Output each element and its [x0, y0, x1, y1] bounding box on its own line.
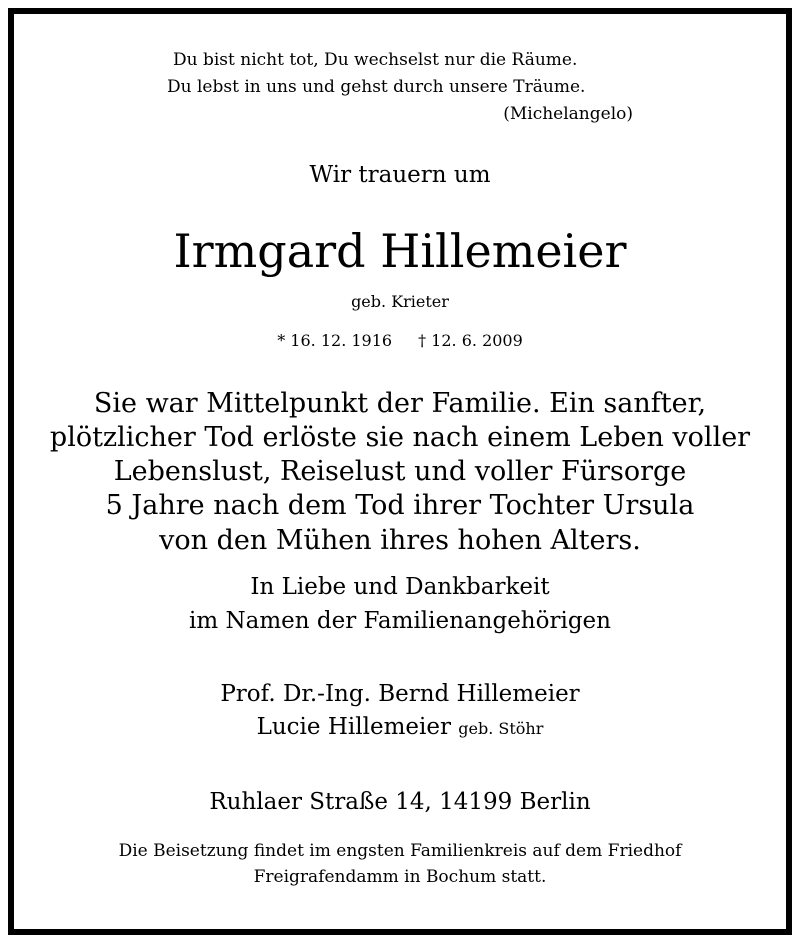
death-date: † 12. 6. 2009 — [418, 331, 523, 350]
intro-text: Wir trauern um — [309, 162, 491, 188]
mourner-2-maiden: geb. Stöhr — [458, 719, 544, 738]
quote-line-1: Du bist nicht tot, Du wechselst nur die Räume. — [173, 50, 578, 70]
address: Ruhlaer Straße 14, 14199 Berlin — [209, 789, 591, 815]
maiden-name: geb. Krieter — [351, 292, 449, 311]
burial-line: Freigrafendamm in Bochum statt. — [253, 867, 547, 887]
burial-line: Die Beisetzung findet im engsten Familienkreis auf dem Friedhof — [118, 841, 682, 861]
deceased-name: Irmgard Hillemeier — [173, 224, 627, 278]
tribute-line: von den Mühen ihres hohen Alters. — [159, 525, 641, 556]
closing-line: im Namen der Familienangehörigen — [189, 608, 611, 634]
closing-line: In Liebe und Dankbarkeit — [250, 574, 550, 600]
mourner-2 — [0, 716, 800, 739]
quote-author: (Michelangelo) — [503, 104, 633, 124]
quote-line-2: Du lebst in uns und gehst durch unsere Träume. — [167, 77, 586, 97]
tribute-line: plötzlicher Tod erlöste sie nach einem Leben voller — [49, 422, 751, 453]
tribute-line: 5 Jahre nach dem Tod ihrer Tochter Ursula — [105, 490, 695, 521]
mourner-1: Prof. Dr.-Ing. Bernd Hillemeier — [220, 681, 580, 707]
birth-date: * 16. 12. 1916 — [277, 331, 393, 350]
mourner-2-name: Lucie Hillemeier — [256, 714, 451, 740]
tribute-line: Sie war Mittelpunkt der Familie. Ein sanfter, — [93, 388, 707, 419]
life-dates — [0, 333, 800, 349]
tribute-line: Lebenslust, Reiselust und voller Fürsorge — [113, 456, 687, 487]
